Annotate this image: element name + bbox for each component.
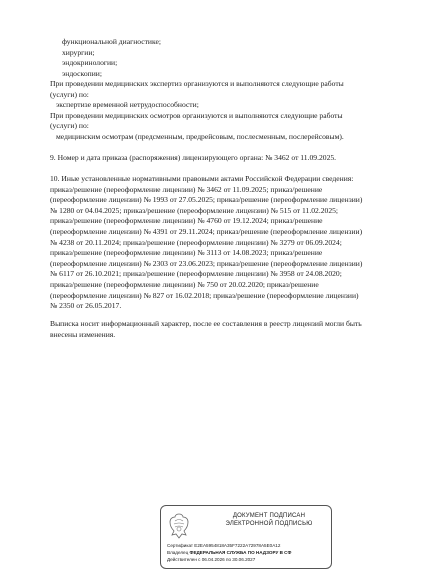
list-item: функциональной диагностике; — [62, 37, 161, 46]
section-10-line: № 6117 от 26.10.2021; приказ/решение (переоформление лицензии) № 3958 от 24.08.2020; — [50, 269, 342, 279]
section-10-line: (переоформление лицензии) № 4391 от 29.11.2024; приказ/решение (переоформление лицензии) — [50, 226, 363, 236]
list-item: эндоскопии; — [62, 69, 102, 78]
expertise-intro: При проведении медицинских экспертиз организуются и выполняются следующие работы — [50, 79, 344, 88]
section-10-line: (переоформление лицензии) № 2303 от 23.06.2023; приказ/решение (переоформление лицензии) — [50, 258, 363, 268]
section-10-line: приказ/решение (переоформление лицензии) № 3113 от 14.08.2023; приказ/решение — [50, 248, 323, 258]
expertise-item: экспертизе временной нетрудоспособности; — [56, 100, 199, 109]
exams-intro: При проведении медицинских осмотров организуются и выполняются следующие работы — [50, 111, 343, 120]
coat-of-arms-icon — [167, 512, 191, 540]
section-10 — [50, 174, 390, 312]
section-10-line: приказ/решение (переоформление лицензии) № 4760 от 19.12.2024; приказ/решение — [50, 216, 323, 226]
list-item: хирургии; — [62, 48, 95, 57]
note-line: внесены изменения. — [50, 329, 116, 339]
section-9: 9. Номер и дата приказа (распоряжения) лицензирующего органа: № 3462 от 11.09.2025. — [50, 153, 337, 162]
exams-item: медицинским осмотрам (предсменным, предрейсовым, послесменным, послерейсовым). — [56, 132, 344, 141]
section-10-line: приказ/решение (переоформление лицензии) № 3462 от 11.09.2025; приказ/решение — [50, 184, 323, 194]
stamp-certificate: Сертификат E2EA5954818A35F7222A72978A5E0A12 — [167, 543, 281, 548]
stamp-title: ДОКУМЕНТ ПОДПИСАН ЭЛЕКТРОННОЙ ПОДПИСЬЮ — [225, 513, 313, 527]
note-line: Выписка носит информационный характер, после ее составления в реестр лицензий могли быть — [50, 319, 362, 328]
section-10-line: № 4238 от 20.11.2024; приказ/решение (переоформление лицензии) № 3279 от 06.09.2024; — [50, 237, 342, 247]
signature-stamp — [160, 505, 332, 569]
section-10-line: приказ/решение (переоформление лицензии) № 750 от 20.02.2020; приказ/решение — [50, 279, 319, 289]
section-10-line: № 2350 от 26.05.2017. — [50, 301, 122, 311]
exams-intro-cont: (услуги) по: — [50, 121, 89, 130]
list-item: эндокринологии; — [62, 58, 118, 67]
section-10-line: № 1280 от 04.04.2025; приказ/решение (переоформление лицензии) № 515 от 11.02.2025; — [50, 205, 339, 215]
note — [50, 319, 390, 340]
section-10-line: (переоформление лицензии) № 1993 от 27.05.2025; приказ/решение (переоформление лицензии) — [50, 195, 363, 205]
section-10-line: (переоформление лицензии) № 827 от 16.02.2018; приказ/решение (переоформление лицензии) — [50, 290, 359, 300]
stamp-validity: Действителен с 06.04.2026 по 30.06.2027 — [167, 557, 256, 562]
section-10-line: 10. Иные установленные нормативными правовыми актами Российской Федерации сведения: — [50, 174, 354, 183]
expertise-intro-cont: (услуги) по: — [50, 90, 89, 99]
stamp-owner: Владелец ФЕДЕРАЛЬНАЯ СЛУЖБА ПО НАДЗОРУ В СФ — [167, 550, 292, 555]
